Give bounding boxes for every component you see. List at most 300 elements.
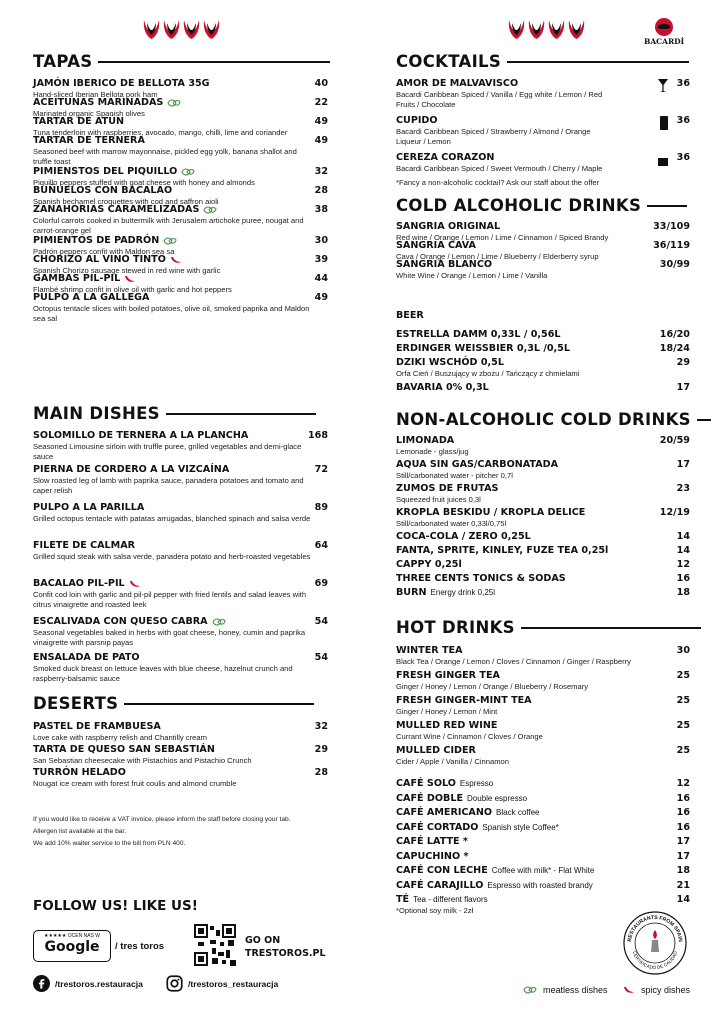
coffee-item: [396, 807, 690, 819]
item-name-text: SANGRIA BLANCO: [396, 259, 493, 270]
item-name: [33, 464, 328, 476]
item-name-text: FRESH GINGER-MINT TEA: [396, 695, 532, 706]
facebook-icon: [33, 975, 50, 992]
menu-item: [33, 204, 328, 236]
item-price: 23: [676, 483, 690, 494]
drink-item: [396, 483, 690, 505]
item-description: Spanish bechamel croquettes with cod and saffron aioli: [33, 197, 219, 206]
item-price: 16: [676, 573, 690, 584]
item-name-text: AQUA SIN GAS/CARBONATADA: [396, 459, 559, 470]
drink-item: [396, 531, 690, 543]
item-name: [396, 645, 690, 657]
item-description: Colorful carrots cooked in buttermilk with Jerusalem artichoke puree, nougat and carrot-orange gel: [33, 216, 304, 235]
item-inline-desc: Coffee with milk* - Flat White: [491, 866, 595, 875]
item-name-text: TARTAR DE ATÚN: [33, 116, 125, 127]
legend-spicy: [623, 985, 690, 995]
cocktail-note: *Fancy a non-alcoholic cocktail? Ask our staff about the offer: [396, 178, 600, 187]
leaf-icon: [167, 99, 181, 107]
item-inline-desc: Tea - different flavors: [413, 895, 488, 904]
item-name-text: CHORIZO AL VINO TINTO: [33, 254, 166, 265]
item-description: Tuna tenderloin with raspberries, avocado, mango, chilli, lime and coriander: [33, 128, 288, 137]
item-price: 33/109: [653, 221, 690, 232]
item-price: 29: [314, 744, 328, 755]
item-description: Still/carbonated water 0,33l/0,75l: [396, 519, 507, 528]
item-name: [396, 793, 690, 805]
item-description: Padrón peppers confit with Maldon sea sa: [33, 247, 175, 256]
item-name-text: PULPO A LA GALLEGA: [33, 292, 150, 303]
menu-item: [33, 616, 328, 648]
hot-drink-item: [396, 695, 690, 717]
item-price: 38: [314, 204, 328, 215]
item-price: 36/119: [653, 240, 690, 251]
item-name-text: CAFÉ CORTADO: [396, 821, 479, 833]
menu-item: [33, 767, 328, 789]
item-name-text: GAMBAS PIL-PIL: [33, 273, 121, 284]
item-name-text: SOLOMILLO DE TERNERA A LA PLANCHA: [33, 430, 249, 441]
item-name: [33, 254, 328, 266]
item-price: 36: [676, 78, 690, 89]
item-description: Marinated organic Spanish olives: [33, 109, 145, 118]
item-name: [396, 240, 690, 252]
item-name: [396, 807, 690, 819]
coffee-item: [396, 880, 690, 892]
item-name: [33, 135, 328, 147]
item-price: 89: [314, 502, 328, 513]
follow-us-heading: FOLLOW US! LIKE US!: [33, 898, 198, 914]
item-price: 25: [676, 745, 690, 756]
bull-horn-icon: [548, 20, 565, 40]
item-name-text: PIMIENTOS DE PADRÓN: [33, 235, 160, 246]
item-name-text: AMOR DE MALVAVISCO: [396, 78, 519, 89]
item-description: Red wine / Orange / Lemon / Lime / Cinnamon / Spiced Brandy: [396, 233, 609, 242]
item-description: Hand-sliced Iberian Bellota pork ham: [33, 90, 158, 99]
item-name-text: CAFÉ AMERICANO: [396, 807, 493, 818]
item-name: [396, 822, 690, 834]
item-name-text: THREE CENTS TONICS & SODAS: [396, 573, 566, 584]
rocks-glass-icon: [658, 153, 668, 171]
qr-code-icon[interactable]: [194, 924, 236, 966]
item-name: [396, 343, 690, 355]
item-price: 18: [676, 587, 690, 598]
item-name: [396, 545, 690, 557]
item-name: [396, 720, 690, 732]
item-name: [396, 865, 690, 877]
section-title-main-dishes: MAIN DISHES: [33, 404, 316, 423]
menu-item: [33, 744, 328, 766]
item-price: 39: [314, 254, 328, 265]
item-description: Slow roasted leg of lamb with paprika sauce, panadera potatoes and tomato and caper relish: [33, 476, 304, 495]
bull-horn-icon: [203, 20, 220, 40]
section-title-hot-drinks: HOT DRINKS: [396, 618, 701, 637]
item-name: [396, 778, 690, 790]
item-name: [33, 78, 328, 90]
drink-item: [396, 435, 690, 457]
cocktail-item: [396, 78, 690, 110]
item-name-text: WINTER TEA: [396, 645, 463, 656]
item-name: [396, 880, 690, 892]
item-name: [396, 435, 690, 447]
section-title-deserts: DESERTS: [33, 694, 314, 713]
item-name: [33, 616, 328, 628]
item-price: 18/24: [659, 343, 690, 354]
martini-glass-icon: [658, 79, 668, 98]
beer-item: [396, 357, 690, 379]
item-price: 16: [676, 792, 690, 804]
legend-meatless: [523, 985, 608, 995]
hot-drink-item: [396, 720, 690, 742]
item-name-text: TARTAR DE TERNERA: [33, 135, 145, 146]
item-description: Piquillo peppers stuffed with goat cheese with honey and almonds: [33, 178, 255, 187]
coffee-item: [396, 865, 690, 877]
beer-label: BEER: [396, 310, 424, 321]
item-name-text: LIMONADA: [396, 435, 455, 446]
menu-item: [33, 464, 328, 496]
item-name-text: BURN: [396, 587, 427, 598]
item-name-text: CEREZA CORAZON: [396, 152, 495, 163]
item-price: 17: [676, 382, 690, 393]
tres-toros-logo: [508, 20, 585, 40]
item-price: 40: [314, 78, 328, 89]
item-name-text: CAFÉ SOLO: [396, 778, 456, 789]
item-description: Grilled squid steak with salsa verde, panadera potato and herb-roasted vegetables: [33, 552, 311, 561]
item-description: White Wine / Orange / Lemon / Lime / Vanilla: [396, 271, 548, 280]
item-inline-desc: Spanish style Coffee*: [482, 822, 559, 832]
item-name-text: KROPLA BESKIDU / KROPLA DELICE: [396, 507, 586, 518]
item-price: 64: [314, 540, 328, 551]
item-name: [33, 652, 328, 664]
item-description: Grilled octopus tentacle with patatas arrugadas, blanched spinach and salsa verde: [33, 514, 311, 523]
item-price: 12: [676, 778, 690, 789]
item-price: 12: [676, 559, 690, 570]
item-name-text: CUPIDO: [396, 115, 438, 126]
hot-drink-item: [396, 670, 690, 692]
item-name: [33, 430, 328, 442]
item-description: Bacardi Caribbean Spiced / Sweet Vermouth / Cherry / Maple: [396, 164, 603, 173]
item-price: 32: [314, 166, 328, 177]
item-name: [396, 221, 690, 233]
drink-item: [396, 573, 690, 585]
drink-item: [396, 545, 690, 557]
item-description: Lemonade - glass/jug: [396, 447, 469, 456]
item-inline-desc: Black coffee: [496, 808, 540, 817]
drink-item: [396, 259, 690, 281]
item-price: 49: [314, 116, 328, 127]
item-name: [396, 329, 690, 341]
coffee-item: [396, 894, 690, 906]
item-name: [396, 382, 690, 394]
item-name: [33, 292, 328, 304]
item-description: Bacardi Caribbean Spiced / Strawberry / Almond / Orange Liqueur / Lemon: [396, 127, 591, 146]
menu-item: [33, 540, 328, 562]
item-price: 22: [314, 97, 328, 108]
instagram-handle: /trestoros_restauracja: [188, 978, 279, 989]
item-name-text: BAVARIA 0% 0,3L: [396, 382, 489, 393]
chili-icon: [124, 275, 136, 283]
bat-icon: [655, 18, 673, 36]
item-price: 16/20: [659, 329, 690, 340]
svg-text:RESTAURANTS FROM SPAIN: RESTAURANTS FROM SPAIN: [626, 914, 684, 943]
item-name-text: PIMIENSTOS DEL PIQUILLO: [33, 166, 178, 177]
website-link[interactable]: [245, 934, 326, 960]
chili-icon: [623, 986, 635, 994]
menu-item: [33, 292, 328, 324]
item-price: 21: [676, 879, 690, 891]
item-description: Nougat ice cream with forest fruit coulis and almond crumble: [33, 779, 237, 788]
item-price: 69: [314, 578, 328, 589]
item-description: Still/carbonated water - pitcher 0,7l: [396, 471, 513, 480]
item-price: 54: [314, 616, 328, 627]
item-name: [396, 531, 690, 543]
item-name: [33, 235, 328, 247]
item-price: 16: [676, 821, 690, 833]
coffee-item: [396, 793, 690, 805]
bacardi-logo: [644, 18, 684, 46]
beer-item: [396, 343, 690, 355]
highball-glass-icon: [660, 116, 668, 135]
item-name-text: CAFÉ LATTE *: [396, 836, 468, 847]
item-name-text: ERDINGER WEISSBIER 0,3L /0,5L: [396, 343, 570, 354]
menu-item: [33, 652, 328, 684]
item-name-text: CAPUCHINO *: [396, 850, 469, 862]
item-description: Black Tea / Orange / Lemon / Cloves / Cinnamon / Ginger / Raspberry: [396, 657, 631, 666]
leaf-icon: [523, 986, 537, 994]
item-price: 14: [676, 531, 690, 542]
item-price: 17: [676, 459, 690, 470]
bull-horn-icon: [508, 20, 525, 40]
item-price: 18: [676, 865, 690, 876]
item-description: Orfa Cień / Buszujący w zbożu / Tańczący z chmielami: [396, 369, 580, 378]
item-inline-desc: Energy drink 0,25l: [430, 588, 496, 597]
vat-note: If you would like to receive a VAT invoice, please inform the staff before closing your tab.: [33, 816, 291, 823]
item-price: 32: [314, 721, 328, 732]
item-name: [396, 259, 690, 271]
leaf-icon: [181, 168, 195, 176]
drink-item: [396, 507, 690, 529]
coffee-item: [396, 836, 690, 848]
item-name-text: MULLED RED WINE: [396, 720, 498, 731]
menu-item: [33, 135, 328, 167]
item-price: 36: [676, 152, 690, 163]
menu-item: [33, 721, 328, 743]
item-name: [33, 166, 328, 178]
item-description: Flambé shrimp confit in olive oil with garlic and hot peppers: [33, 285, 232, 294]
item-description: Ginger / Honey / Lemon / Orange / Blueberry / Rosemary: [396, 682, 589, 691]
bull-horn-icon: [183, 20, 200, 40]
item-name-text: CAFÉ CARAJILLO: [396, 879, 484, 891]
bull-horn-icon: [568, 20, 585, 40]
item-price: 30: [676, 645, 690, 656]
item-description: Seasoned Limousine sirloin with truffle puree, grilled vegetables and demi-glace sauce: [33, 442, 302, 461]
item-name-text: CAPPY 0,25l: [396, 559, 462, 570]
section-title-cocktails: COCKTAILS: [396, 52, 689, 71]
item-description: Smoked duck breast on lettuce leaves with blue cheese, hazelnut crunch and raspberry-balsamic sauce: [33, 664, 293, 683]
item-name-text: CAFÉ DOBLE: [396, 792, 464, 804]
item-name-text: JAMÓN IBERICO DE BELLOTA 35G: [33, 78, 210, 89]
bull-horn-icon: [163, 20, 180, 40]
item-name-text: PASTEL DE FRAMBUESA: [33, 721, 161, 732]
item-name-text: TARTA DE QUESO SAN SEBASTIÁN: [33, 744, 215, 755]
coffee-item: [396, 778, 690, 790]
instagram-link[interactable]: [166, 975, 278, 992]
item-name: [396, 357, 690, 369]
item-name-text: MULLED CIDER: [396, 745, 476, 756]
item-price: 16: [676, 807, 690, 818]
bacardi-wordmark: BACARDÍ: [644, 37, 685, 46]
item-description: Confit cod loin with garlic and pil-pil pepper with fried lentils and salad leaves with citrus vinaigrette and roasted leek: [33, 590, 307, 609]
item-name: [396, 78, 690, 90]
item-name: [33, 97, 328, 109]
item-price: 25: [676, 720, 690, 731]
item-name-text: DZIKI WSCHÓD 0,5L: [396, 357, 504, 368]
item-price: 28: [314, 767, 328, 778]
go-on-label: GO ON: [245, 935, 281, 946]
hot-drink-item: [396, 645, 690, 667]
item-name-text: FILETE DE CALMAR: [33, 540, 136, 551]
item-name: [396, 152, 690, 164]
item-name: [396, 573, 690, 585]
google-stars: ★★★★★ OCEŃ NAS W: [43, 933, 101, 939]
leaf-icon: [163, 237, 177, 245]
google-review-badge[interactable]: [33, 930, 111, 962]
instagram-icon: [166, 975, 183, 992]
item-name-text: FANTA, SPRITE, KINLEY, FUZE TEA 0,25l: [396, 545, 609, 556]
item-price: 29: [676, 357, 690, 368]
item-name-text: SANGRIA ORIGINAL: [396, 221, 501, 232]
drink-item: [396, 559, 690, 571]
coffee-item: [396, 851, 690, 863]
beer-item: [396, 382, 690, 394]
item-description: Currant Wine / Cinnamon / Cloves / Orange: [396, 732, 543, 741]
item-inline-desc: Espresso with roasted brandy: [487, 880, 593, 890]
coffee-item: [396, 822, 690, 834]
item-name: [396, 559, 690, 571]
item-name: [396, 459, 690, 471]
item-price: 20/59: [659, 435, 690, 446]
chili-icon: [129, 580, 141, 588]
chili-icon: [170, 256, 182, 264]
item-name: [396, 894, 690, 906]
item-name-text: CAFÉ CON LECHE: [396, 865, 488, 876]
menu-item: [33, 430, 328, 462]
allergen-note: Allergen list available at the bar.: [33, 828, 127, 835]
item-description: San Sebastian cheesecake with Pistachios and Pistachio Crunch: [33, 756, 252, 765]
menu-item: [33, 578, 328, 610]
item-price: 28: [314, 185, 328, 196]
item-name-text: ZANAHORIAS CARAMELIZADAS: [33, 204, 200, 215]
item-inline-desc: Double espresso: [467, 793, 528, 803]
item-name: [33, 116, 328, 128]
item-name-text: PULPO A LA PARILLA: [33, 502, 145, 513]
facebook-handle: /trestoros.restauracja: [55, 978, 143, 989]
bull-horn-icon: [528, 20, 545, 40]
item-name: [396, 670, 690, 682]
item-name-text: ZUMOS DE FRUTAS: [396, 483, 499, 494]
legend-meatless-label: meatless dishes: [543, 985, 608, 995]
tres-toros-logo: [143, 20, 220, 40]
item-price: 14: [676, 894, 690, 905]
cocktail-item: [396, 152, 690, 174]
item-inline-desc: Espresso: [459, 779, 494, 788]
item-price: 72: [314, 464, 328, 475]
item-description: Seasonal vegetables baked in herbs with goat cheese, honey, cumin and paprika vinaigrette with parsnip payas: [33, 628, 306, 647]
item-name-text: BUÑUELOS CON BACALAO: [33, 185, 173, 196]
cocktail-item: [396, 115, 690, 147]
item-description: Spanish Chorizo sausage stewed in red wine with garlic: [33, 266, 221, 275]
item-name: [396, 745, 690, 757]
item-name: [396, 115, 690, 127]
item-price: 44: [314, 273, 328, 284]
item-name: [33, 185, 328, 197]
item-price: 12/19: [659, 507, 690, 518]
drink-item: [396, 459, 690, 481]
drink-item: [396, 587, 690, 599]
item-name-text: PIERNA DE CORDERO A LA VIZCAÍNA: [33, 464, 230, 475]
soy-milk-note: *Optional soy milk - 2zł: [396, 906, 474, 915]
google-wordmark: Google: [44, 939, 100, 955]
item-name: [33, 578, 328, 590]
section-title-cold-alcoholic: COLD ALCOHOLIC DRINKS: [396, 196, 687, 215]
item-price: 36: [676, 115, 690, 126]
item-price: 30/99: [659, 259, 690, 270]
item-description: Cider / Apple / Vanilla / Cinnamon: [396, 757, 509, 766]
item-name: [396, 483, 690, 495]
item-name-text: TÉ: [396, 894, 410, 905]
item-price: 30: [314, 235, 328, 246]
item-name-text: ESCALIVADA CON QUESO CABRA: [33, 616, 208, 627]
item-name-text: FRESH GINGER TEA: [396, 670, 500, 681]
item-description: Love cake with raspberry relish and Chantilly cream: [33, 733, 207, 742]
item-price: 25: [676, 695, 690, 706]
item-description: Ginger / Honey / Lemon / Mint: [396, 707, 498, 716]
beer-item: [396, 329, 690, 341]
bull-horn-icon: [143, 20, 160, 40]
item-description: Seasoned beef with marrow mayonnaise, pickled egg yolk, banana shallot and truffle toast: [33, 147, 297, 166]
item-name: [33, 721, 328, 733]
item-name-text: ENSALADA DE PATO: [33, 652, 140, 663]
item-description: Octopus tentacle slices with boiled potatoes, olive oil, smoked paprika and Maldon sea sal: [33, 304, 310, 323]
leaf-icon: [203, 206, 217, 214]
item-name: [396, 695, 690, 707]
item-name: [33, 744, 328, 756]
item-price: 49: [314, 135, 328, 146]
item-description: Squeezed fruit juices 0,3l: [396, 495, 481, 504]
item-price: 25: [676, 670, 690, 681]
item-price: 17: [676, 836, 690, 847]
section-title-non-alcoholic: NON-ALCOHOLIC COLD DRINKS: [396, 410, 711, 429]
svg-text:CERTIFICADO DE CALIDAD: CERTIFICADO DE CALIDAD: [631, 950, 679, 971]
item-price: 168: [307, 430, 328, 441]
item-name: [33, 273, 328, 285]
restaurants-from-spain-stamp: [622, 910, 688, 976]
item-name-text: COCA-COLA / ZERO 0,25L: [396, 531, 531, 542]
item-name-text: ACEITUNAS MARINADAS: [33, 97, 164, 108]
facebook-link[interactable]: [33, 975, 143, 992]
item-name: [33, 204, 328, 216]
item-name-text: ESTRELLA DAMM 0,33L / 0,56L: [396, 329, 561, 340]
leaf-icon: [212, 618, 226, 626]
item-name: [33, 502, 328, 514]
item-name-text: SANGRIA CAVA: [396, 240, 476, 251]
website-url: TRESTOROS.PL: [245, 948, 326, 959]
item-price: 54: [314, 652, 328, 663]
service-note: We add 10% waiter service to the bill from PLN 400.: [33, 840, 186, 847]
item-name: [396, 587, 690, 599]
item-name: [33, 767, 328, 779]
section-title-tapas: TAPAS: [33, 52, 330, 71]
item-name-text: BACALAO PIL-PIL: [33, 578, 125, 589]
item-price: 17: [676, 850, 690, 862]
legend-spicy-label: spicy dishes: [641, 985, 691, 995]
